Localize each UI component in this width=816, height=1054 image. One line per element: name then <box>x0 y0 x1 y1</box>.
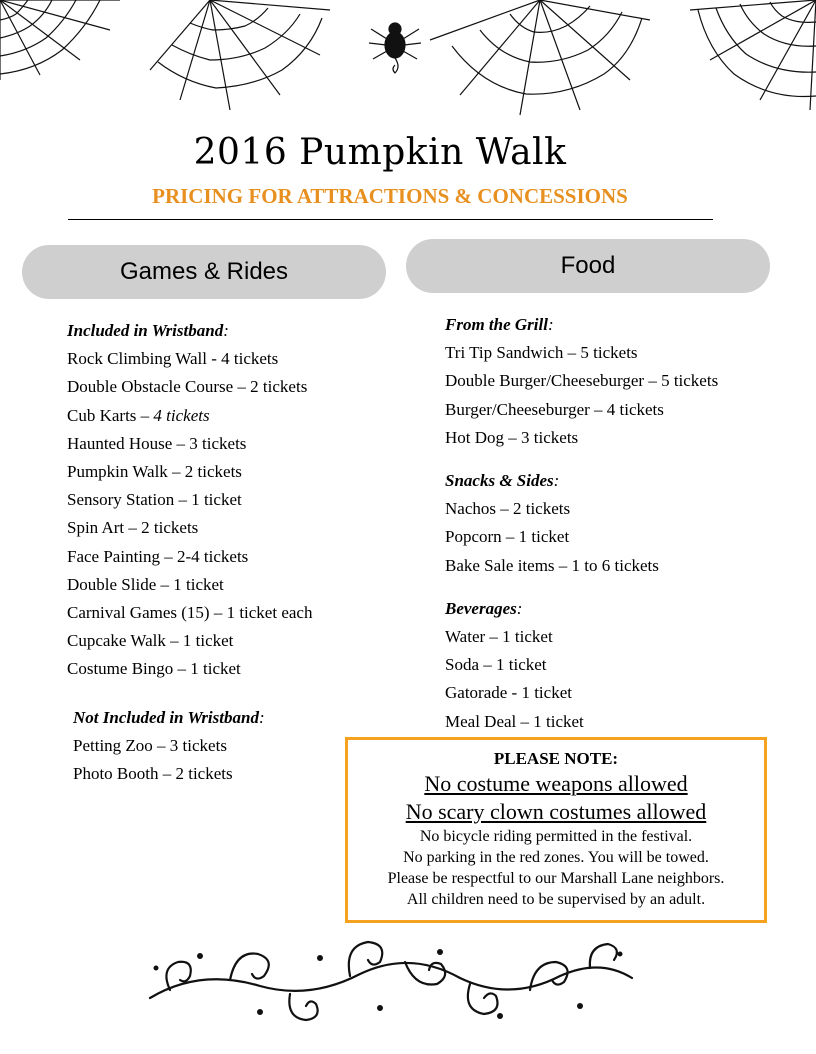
list-item: Double Obstacle Course – 2 tickets <box>67 377 308 397</box>
list-item: Nachos – 2 tickets <box>445 499 571 519</box>
rule-no-clowns: No scary clown costumes allowed <box>405 799 707 824</box>
please-note-heading: PLEASE NOTE: <box>493 749 619 768</box>
list-item-cub-karts: Cub Karts – 4 tickets <box>67 405 210 425</box>
from-the-grill-heading: From the Grill: <box>445 315 554 334</box>
list-item: Bake Sale items – 1 to 6 tickets <box>445 555 659 575</box>
food-heading: Food <box>406 239 770 293</box>
list-item: Popcorn – 1 ticket <box>445 527 570 547</box>
list-item: Sensory Station – 1 ticket <box>67 490 242 510</box>
list-item: Soda – 1 ticket <box>445 655 547 675</box>
not-included-heading: Not Included in Wristband: <box>73 708 265 727</box>
games-rides-heading: Games & Rides <box>22 245 386 299</box>
divider <box>68 219 713 220</box>
list-item: Hot Dog – 3 tickets <box>445 427 579 447</box>
note-line: Please be respectful to our Marshall Lane neighbors. <box>387 870 725 887</box>
list-item: Photo Booth – 2 tickets <box>73 764 233 784</box>
food-list <box>445 311 718 736</box>
list-item: Water – 1 ticket <box>445 627 553 647</box>
list-item: Petting Zoo – 3 tickets <box>73 736 227 756</box>
list-item: Double Slide – 1 ticket <box>67 574 224 594</box>
games-included-list <box>67 317 312 684</box>
list-item: Double Burger/Cheeseburger – 5 tickets <box>445 371 719 391</box>
rule-no-weapons: No costume weapons allowed <box>424 771 688 796</box>
note-line: No bicycle riding permitted in the festival. <box>419 828 693 845</box>
games-not-included-list <box>73 704 265 789</box>
snacks-sides-heading: Snacks & Sides: <box>445 471 560 491</box>
please-note-box <box>345 737 767 923</box>
list-item: Tri Tip Sandwich – 5 tickets <box>445 343 638 363</box>
list-item: Meal Deal – 1 ticket <box>445 711 584 731</box>
list-item: Spin Art – 2 tickets <box>67 518 199 538</box>
included-in-wristband-heading: Included in Wristband: <box>67 321 229 340</box>
list-item: Cupcake Walk – 1 ticket <box>67 631 234 651</box>
note-line: All children need to be supervised by an adult. <box>406 891 706 908</box>
list-item: Rock Climbing Wall - 4 tickets <box>67 349 279 369</box>
list-item: Burger/Cheeseburger – 4 tickets <box>445 399 664 419</box>
list-item: Carnival Games (15) – 1 ticket each <box>67 603 313 623</box>
list-item: Haunted House – 3 tickets <box>67 433 247 453</box>
list-item: Costume Bingo – 1 ticket <box>67 659 241 679</box>
list-item: Gatorade - 1 ticket <box>445 683 572 703</box>
list-item: Face Painting – 2-4 tickets <box>67 546 249 566</box>
page-title: 2016 Pumpkin Walk <box>193 132 567 173</box>
list-item: Pumpkin Walk – 2 tickets <box>67 462 242 482</box>
beverages-heading: Beverages: <box>445 598 523 618</box>
spider-web-icon <box>0 0 816 135</box>
note-line: No parking in the red zones. You will be towed. <box>403 849 709 866</box>
swirl-vine-ornament-icon <box>140 928 640 1024</box>
page-subtitle: PRICING FOR ATTRACTIONS & CONCESSIONS <box>152 184 628 208</box>
